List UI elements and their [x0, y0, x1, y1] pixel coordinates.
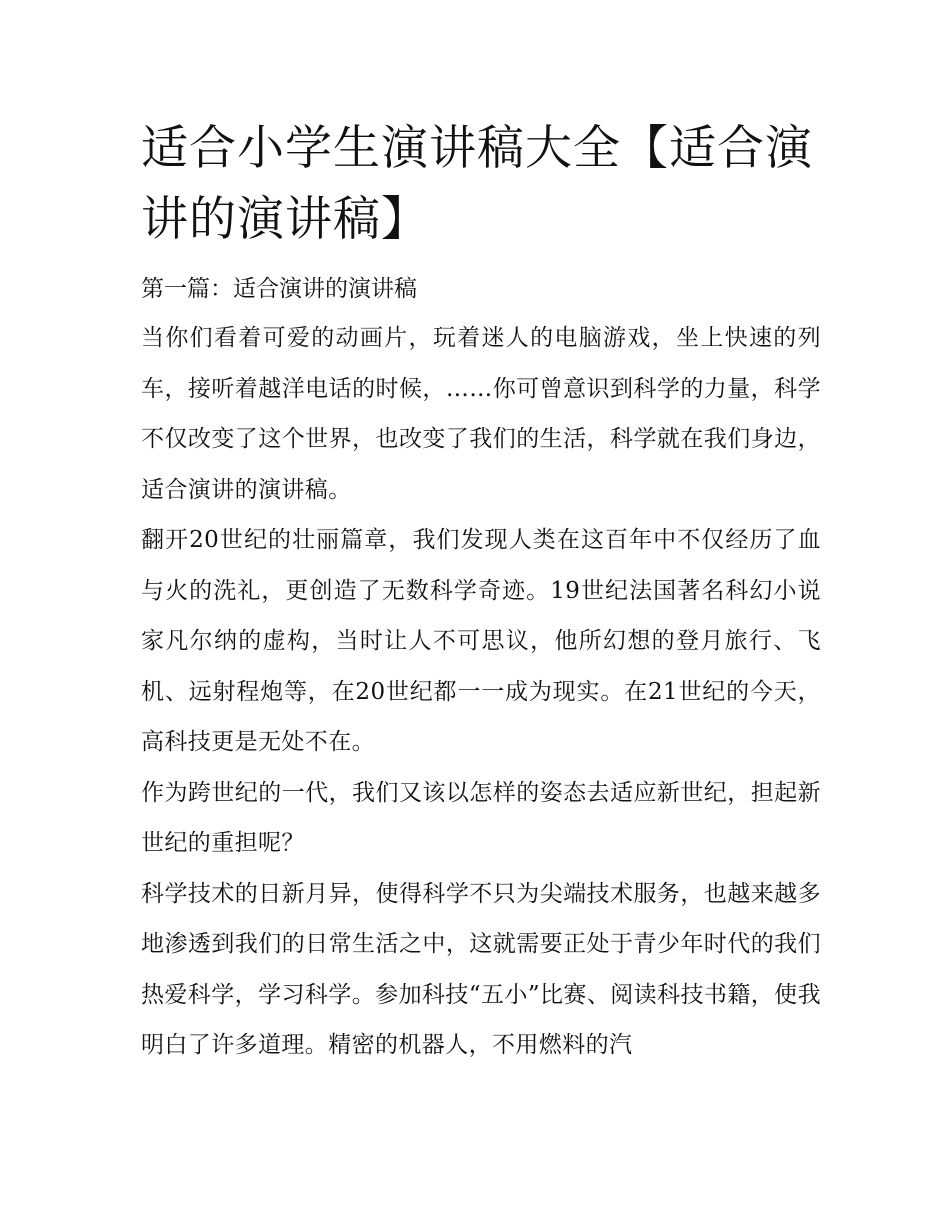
document-body — [141, 113, 821, 1071]
paragraph: 翻开20世纪的壮丽篇章，我们发现人类在这百年中不仅经历了血与火的洗礼，更创造了无数科学奇迹。19世纪法国著名科幻小说家凡尔纳的虚构，当时让人不可思议，他所幻想的登月旅行、飞机、远射程炮等，在20世纪都一一成为现实。在21世纪的今天，高科技更是无处不在。 — [141, 527, 821, 755]
paragraph: 当你们看着可爱的动画片，玩着迷人的电脑游戏，坐上快速的列车，接听着越洋电话的时候，……你可曾意识到科学的力量，科学不仅改变了这个世界，也改变了我们的生活，科学就在我们身边，适合演讲的演讲稿。 — [141, 325, 821, 503]
section-heading: 第一篇：适合演讲的演讲稿 — [141, 276, 417, 302]
paragraph: 作为跨世纪的一代，我们又该以怎样的姿态去适应新世纪，担起新世纪的重担呢？ — [141, 779, 821, 856]
document-title: 适合小学生演讲稿大全【适合演讲的演讲稿】 — [141, 121, 813, 247]
paragraph: 科学技术的日新月异，使得科学不只为尖端技术服务，也越来越多地渗透到我们的日常生活之中，这就需要正处于青少年时代的我们热爱科学，学习科学。参加科技“五小”比赛、阅读科技书籍，使我明白了许多道理。精密的机器人，不用燃料的汽 — [141, 880, 821, 1058]
